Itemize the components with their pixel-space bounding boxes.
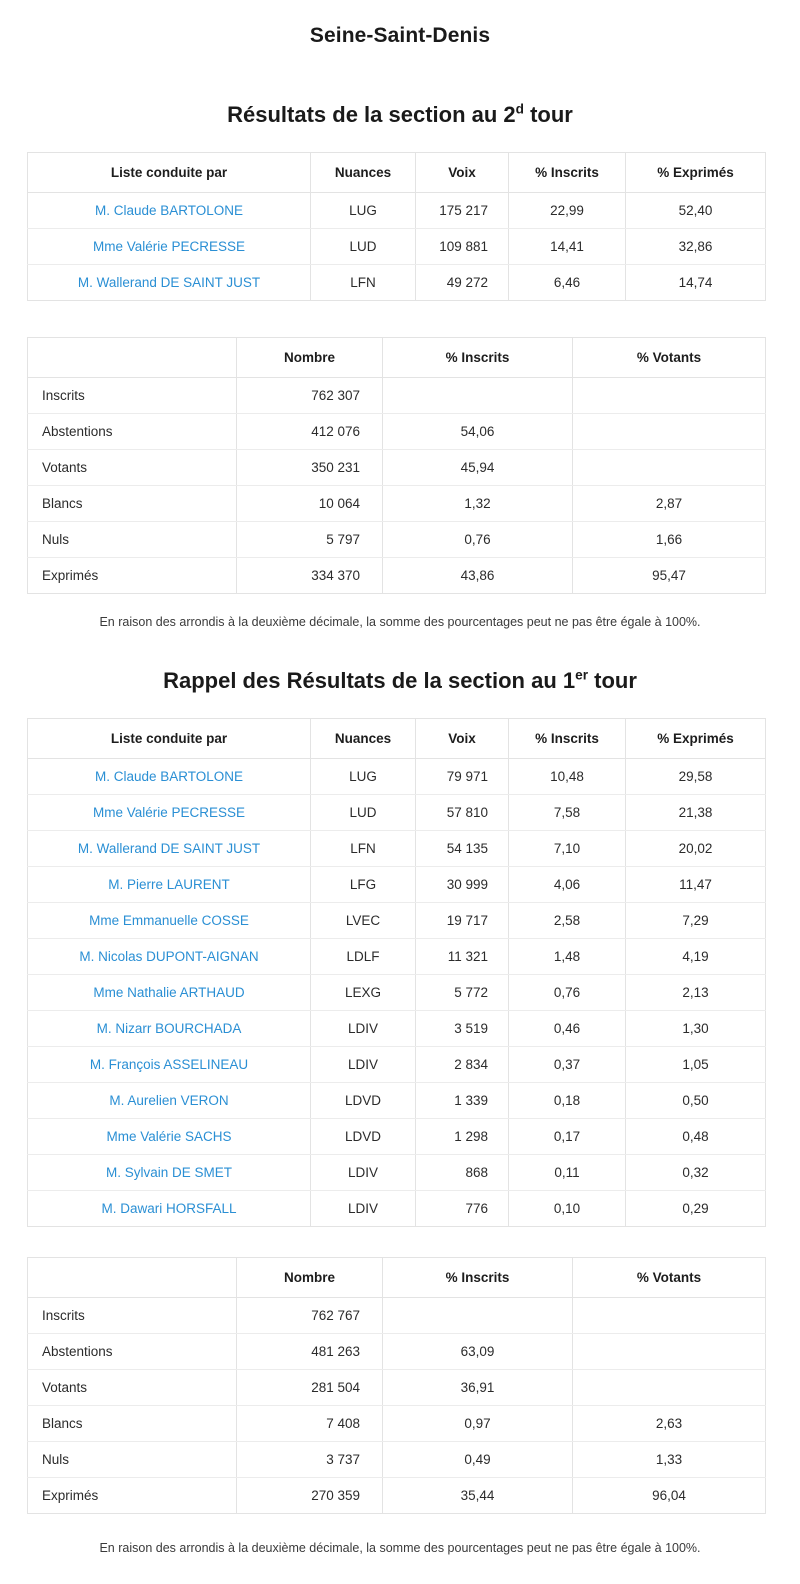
round1-participation-table-wrapper (27, 1257, 773, 1514)
table-row (28, 521, 766, 557)
table-row (28, 758, 766, 794)
candidate-pct-inscrits: 0,10 (509, 1190, 626, 1226)
candidate-nuance: LFN (311, 264, 416, 300)
candidate-voix: 30 999 (416, 866, 509, 902)
col-header-pct-inscrits: % Inscrits (383, 1257, 573, 1297)
participation-pct-votants: 2,87 (573, 485, 766, 521)
candidate-name-link[interactable]: Mme Valérie PECRESSE (28, 228, 311, 264)
candidate-pct-exprimes: 29,58 (626, 758, 766, 794)
table-row (28, 1477, 766, 1513)
round2-footnote: En raison des arrondis à la deuxième décimale, la somme des pourcentages peut ne pas être égale à 100%. (99, 614, 701, 629)
candidate-pct-inscrits: 4,06 (509, 866, 626, 902)
col-header-blank (28, 1257, 237, 1297)
candidate-pct-exprimes: 32,86 (626, 228, 766, 264)
participation-nombre: 762 307 (237, 377, 383, 413)
candidate-voix: 175 217 (416, 192, 509, 228)
candidate-pct-exprimes: 1,05 (626, 1046, 766, 1082)
col-header-voix: Voix (416, 718, 509, 758)
candidate-pct-exprimes: 0,32 (626, 1154, 766, 1190)
participation-pct-votants (573, 449, 766, 485)
round2-participation-table (27, 337, 766, 594)
participation-nombre: 762 767 (237, 1297, 383, 1333)
participation-pct-inscrits: 0,49 (383, 1441, 573, 1477)
candidate-name-link[interactable]: Mme Nathalie ARTHAUD (28, 974, 311, 1010)
round2-candidates-header (28, 152, 766, 192)
table-row (28, 264, 766, 300)
table-row (28, 866, 766, 902)
participation-nombre: 412 076 (237, 413, 383, 449)
participation-pct-inscrits: 36,91 (383, 1369, 573, 1405)
candidate-pct-inscrits: 10,48 (509, 758, 626, 794)
candidate-nuance: LDVD (311, 1082, 416, 1118)
participation-pct-inscrits (383, 1297, 573, 1333)
table-row (28, 1082, 766, 1118)
candidate-name-link[interactable]: Mme Valérie PECRESSE (28, 794, 311, 830)
table-row (28, 413, 766, 449)
participation-label: Inscrits (28, 377, 237, 413)
table-row (28, 938, 766, 974)
participation-pct-votants: 95,47 (652, 567, 686, 583)
participation-pct-votants (573, 413, 766, 449)
participation-nombre: 350 231 (237, 449, 383, 485)
candidate-name-link[interactable]: M. Nizarr BOURCHADA (28, 1010, 311, 1046)
candidate-pct-exprimes: 0,29 (682, 1200, 709, 1216)
round1-participation-header (28, 1257, 766, 1297)
participation-pct-inscrits: 63,09 (383, 1333, 573, 1369)
candidate-nuance: LDLF (311, 938, 416, 974)
candidate-pct-exprimes: 11,47 (626, 866, 766, 902)
candidate-nuance: LFN (311, 830, 416, 866)
candidate-name-link[interactable]: M. Claude BARTOLONE (28, 758, 311, 794)
candidate-nuance: LDIV (311, 1010, 416, 1046)
candidate-pct-exprimes: 14,74 (678, 274, 713, 290)
round1-candidates-header (28, 718, 766, 758)
candidate-nuance: LFG (311, 866, 416, 902)
candidate-pct-inscrits: 1,48 (509, 938, 626, 974)
candidate-nuance: LUD (311, 794, 416, 830)
participation-label: Nuls (28, 521, 237, 557)
table-row (28, 192, 766, 228)
round2-heading-ordinal: d (515, 101, 524, 117)
participation-pct-votants: 96,04 (652, 1487, 686, 1503)
round2-participation-body (28, 377, 766, 593)
participation-pct-votants (573, 1333, 766, 1369)
table-row (28, 485, 766, 521)
table-row (28, 377, 766, 413)
col-header-nombre: Nombre (237, 337, 383, 377)
candidate-pct-exprimes: 2,13 (626, 974, 766, 1010)
candidate-pct-exprimes: 21,38 (626, 794, 766, 830)
participation-pct-inscrits: 0,97 (383, 1405, 573, 1441)
page-title: Seine-Saint-Denis (309, 24, 491, 47)
participation-label: Exprimés (28, 1477, 237, 1513)
participation-label: Abstentions (28, 1333, 237, 1369)
table-row (28, 557, 766, 593)
table-row (28, 902, 766, 938)
col-header-blank (28, 337, 237, 377)
candidate-pct-inscrits: 0,18 (509, 1082, 626, 1118)
candidate-name-link[interactable]: M. Sylvain DE SMET (28, 1154, 311, 1190)
candidate-name-link[interactable]: M. Claude BARTOLONE (28, 192, 311, 228)
table-row (28, 1369, 766, 1405)
candidate-name-link[interactable]: Mme Emmanuelle COSSE (28, 902, 311, 938)
table-row (28, 449, 766, 485)
round1-candidates-table-wrapper (27, 718, 773, 1227)
round1-footnote: En raison des arrondis à la deuxième décimale, la somme des pourcentages peut ne pas être égale à 100%. (99, 1540, 701, 1555)
candidate-voix: 49 272 (416, 264, 509, 300)
table-header-row (28, 718, 766, 758)
participation-pct-votants (573, 1297, 766, 1333)
col-header-nombre: Nombre (237, 1257, 383, 1297)
candidate-voix: 5 772 (416, 974, 509, 1010)
candidate-voix: 1 339 (416, 1082, 509, 1118)
participation-nombre: 5 797 (237, 521, 383, 557)
round2-candidates-table-wrapper (27, 152, 773, 301)
col-header-nuances: Nuances (311, 152, 416, 192)
table-row (28, 1333, 766, 1369)
participation-pct-inscrits: 1,32 (383, 485, 573, 521)
round1-heading-prefix: Rappel des Résultats de la section au 1 (163, 668, 576, 694)
col-header-liste: Liste conduite par (28, 152, 311, 192)
table-header-row (28, 337, 766, 377)
candidate-voix: 2 834 (416, 1046, 509, 1082)
col-header-nuances: Nuances (311, 718, 416, 758)
candidate-voix: 3 519 (416, 1010, 509, 1046)
candidate-nuance: LUD (311, 228, 416, 264)
round2-heading-prefix: Résultats de la section au 2 (227, 102, 516, 128)
round2-heading (0, 49, 800, 130)
participation-nombre: 334 370 (237, 557, 383, 593)
candidate-voix: 1 298 (416, 1118, 509, 1154)
candidate-pct-exprimes: 0,48 (626, 1118, 766, 1154)
candidate-pct-exprimes: 0,50 (626, 1082, 766, 1118)
candidate-nuance: LEXG (311, 974, 416, 1010)
participation-label: Blancs (28, 485, 237, 521)
table-row (28, 1405, 766, 1441)
round2-participation-header (28, 337, 766, 377)
round1-participation-body (28, 1297, 766, 1513)
participation-nombre: 270 359 (237, 1477, 383, 1513)
candidate-name-link[interactable]: M. Wallerand DE SAINT JUST (28, 264, 311, 300)
participation-pct-votants (573, 377, 766, 413)
candidate-pct-inscrits: 0,17 (509, 1118, 626, 1154)
candidate-pct-exprimes: 4,19 (626, 938, 766, 974)
candidate-name-link[interactable]: M. Aurelien VERON (28, 1082, 311, 1118)
candidate-name-link[interactable]: M. François ASSELINEAU (28, 1046, 311, 1082)
participation-pct-votants: 2,63 (573, 1405, 766, 1441)
table-header-row (28, 1257, 766, 1297)
participation-nombre: 3 737 (237, 1441, 383, 1477)
round2-candidates-body (28, 192, 766, 300)
table-row (28, 974, 766, 1010)
participation-pct-inscrits: 43,86 (383, 557, 573, 593)
participation-label: Inscrits (28, 1297, 237, 1333)
col-header-pct-votants: % Votants (573, 1257, 766, 1297)
candidate-name-link[interactable]: M. Wallerand DE SAINT JUST (28, 830, 311, 866)
candidate-pct-inscrits: 7,58 (509, 794, 626, 830)
candidate-nuance: LUG (311, 192, 416, 228)
candidate-pct-inscrits: 22,99 (509, 192, 626, 228)
table-row (28, 228, 766, 264)
table-row (28, 1297, 766, 1333)
table-row (28, 1118, 766, 1154)
round2-participation-table-wrapper (27, 337, 773, 594)
col-header-pct-votants: % Votants (573, 337, 766, 377)
candidate-pct-exprimes: 1,30 (626, 1010, 766, 1046)
round2-candidates-table (27, 152, 766, 301)
candidate-nuance: LUG (311, 758, 416, 794)
table-row (28, 1010, 766, 1046)
candidate-pct-inscrits: 0,76 (509, 974, 626, 1010)
candidate-nuance: LVEC (311, 902, 416, 938)
participation-label: Votants (28, 1369, 237, 1405)
col-header-pct-inscrits: % Inscrits (383, 337, 573, 377)
col-header-pct-exprimes: % Exprimés (626, 718, 766, 758)
col-header-liste: Liste conduite par (28, 718, 311, 758)
participation-pct-inscrits (383, 377, 573, 413)
candidate-voix: 109 881 (416, 228, 509, 264)
round2-heading-suffix: tour (523, 102, 573, 128)
candidate-pct-inscrits: 6,46 (509, 264, 626, 300)
participation-label: Exprimés (28, 557, 237, 593)
table-row (28, 794, 766, 830)
candidate-nuance: LDIV (311, 1154, 416, 1190)
table-row (28, 1190, 766, 1226)
candidate-pct-exprimes: 20,02 (626, 830, 766, 866)
col-header-pct-exprimes: % Exprimés (626, 152, 766, 192)
participation-label: Nuls (28, 1441, 237, 1477)
col-header-pct-inscrits: % Inscrits (509, 152, 626, 192)
candidate-name-link[interactable]: M. Pierre LAURENT (28, 866, 311, 902)
table-row (28, 1441, 766, 1477)
candidate-voix: 868 (416, 1154, 509, 1190)
candidate-voix: 11 321 (416, 938, 509, 974)
participation-pct-votants: 1,66 (573, 521, 766, 557)
participation-pct-inscrits: 54,06 (383, 413, 573, 449)
candidate-pct-inscrits: 0,37 (509, 1046, 626, 1082)
candidate-pct-inscrits: 14,41 (509, 228, 626, 264)
round1-heading (0, 631, 800, 696)
candidate-voix: 19 717 (416, 902, 509, 938)
candidate-voix: 54 135 (416, 830, 509, 866)
candidate-nuance: LDVD (311, 1118, 416, 1154)
participation-nombre: 481 263 (237, 1333, 383, 1369)
round1-candidates-table (27, 718, 766, 1227)
table-row (28, 1154, 766, 1190)
round1-heading-suffix: tour (588, 668, 637, 694)
participation-nombre: 7 408 (237, 1405, 383, 1441)
candidate-pct-inscrits: 0,11 (509, 1154, 626, 1190)
participation-label: Votants (28, 449, 237, 485)
col-header-voix: Voix (416, 152, 509, 192)
round1-candidates-body (28, 758, 766, 1226)
candidate-pct-inscrits: 0,46 (509, 1010, 626, 1046)
round1-heading-ordinal: er (575, 668, 589, 684)
participation-label: Blancs (28, 1405, 237, 1441)
candidate-name-link[interactable]: Mme Valérie SACHS (28, 1118, 311, 1154)
table-row (28, 1046, 766, 1082)
candidate-pct-exprimes: 52,40 (626, 192, 766, 228)
candidate-nuance: LDIV (311, 1190, 416, 1226)
table-header-row (28, 152, 766, 192)
participation-nombre: 281 504 (237, 1369, 383, 1405)
participation-nombre: 10 064 (237, 485, 383, 521)
col-header-pct-inscrits: % Inscrits (509, 718, 626, 758)
participation-pct-inscrits: 45,94 (383, 449, 573, 485)
candidate-voix: 79 971 (416, 758, 509, 794)
candidate-pct-inscrits: 7,10 (509, 830, 626, 866)
table-row (28, 830, 766, 866)
candidate-name-link[interactable]: M. Dawari HORSFALL (28, 1190, 311, 1226)
participation-pct-votants (573, 1369, 766, 1405)
participation-pct-inscrits: 35,44 (383, 1477, 573, 1513)
candidate-nuance: LDIV (311, 1046, 416, 1082)
participation-pct-inscrits: 0,76 (383, 521, 573, 557)
candidate-voix: 57 810 (416, 794, 509, 830)
candidate-pct-exprimes: 7,29 (626, 902, 766, 938)
participation-label: Abstentions (28, 413, 237, 449)
participation-pct-votants: 1,33 (573, 1441, 766, 1477)
round1-participation-table (27, 1257, 766, 1514)
candidate-pct-inscrits: 2,58 (509, 902, 626, 938)
candidate-voix: 776 (416, 1190, 509, 1226)
candidate-name-link[interactable]: M. Nicolas DUPONT-AIGNAN (28, 938, 311, 974)
